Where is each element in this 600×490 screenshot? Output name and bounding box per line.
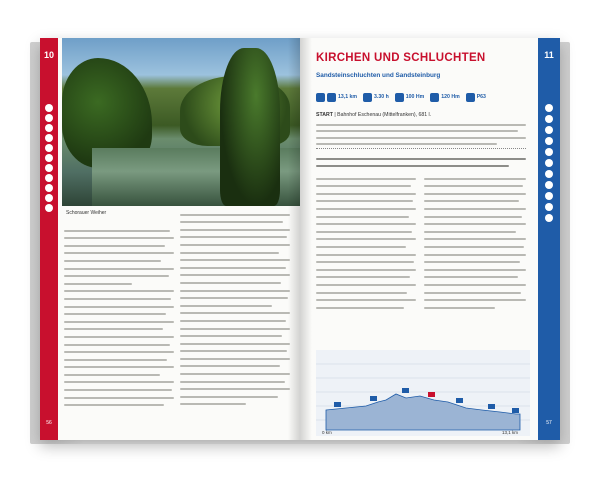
profile-x-end: 13,1 km	[502, 430, 519, 435]
ascent-value: 100 Hm	[405, 94, 425, 100]
restaurant-icon	[45, 144, 53, 152]
elevation-area	[326, 394, 520, 430]
tour-info-row	[316, 90, 526, 104]
church-icon	[45, 184, 53, 192]
profile-x-start: 0 km	[322, 430, 332, 435]
left-text-column-2	[180, 208, 290, 411]
extra-value: P63	[476, 94, 486, 100]
info-icon	[45, 104, 53, 112]
pond-photo	[62, 38, 300, 206]
start-label: START	[316, 112, 333, 118]
waypoint-marker	[456, 398, 463, 403]
waypoint-marker	[334, 402, 341, 407]
church-icon	[545, 192, 553, 200]
castle-icon	[45, 194, 53, 202]
clock-icon	[363, 93, 372, 102]
family-icon	[545, 159, 553, 167]
distance-info	[327, 93, 357, 102]
right-page-number: 11	[544, 50, 554, 60]
page-title: KIRCHEN UND SCHLUCHTEN	[316, 52, 486, 64]
info-icon	[545, 104, 553, 112]
right-text-column-1	[316, 172, 416, 314]
waypoint-marker	[370, 396, 377, 401]
right-sidebar-icons	[538, 104, 560, 225]
left-footer-number: 56	[46, 420, 52, 426]
intro-paragraph	[316, 152, 526, 173]
waypoint-marker	[402, 388, 409, 393]
view-icon	[545, 181, 553, 189]
open-book	[40, 38, 560, 440]
left-page	[40, 38, 300, 440]
left-page-number: 10	[43, 50, 54, 60]
map-icon	[466, 93, 475, 102]
parking-icon	[45, 114, 53, 122]
dog-icon	[545, 170, 553, 178]
photo-caption: Schorauer Weiher	[66, 210, 107, 216]
elevation-profile-chart	[316, 350, 530, 436]
descent-info	[430, 93, 459, 102]
duration-value: 3.30 h	[374, 94, 389, 100]
start-text: Bahnhof Eschenau (Mittelfranken), 681 l.	[337, 112, 432, 118]
waypoint-marker	[428, 392, 435, 397]
difficulty-icon	[316, 93, 325, 102]
swim-icon	[545, 214, 553, 222]
parking-icon	[545, 115, 553, 123]
hiker-icon	[45, 134, 53, 142]
bus-icon	[45, 124, 53, 132]
left-sidebar-icons	[40, 104, 58, 214]
bus-icon	[545, 126, 553, 134]
restaurant-icon	[545, 148, 553, 156]
page-subtitle: Sandsteinschluchten und Sandsteinburg	[316, 72, 441, 79]
castle-icon	[545, 203, 553, 211]
photo-tree-foreground	[220, 48, 280, 206]
right-sidebar	[538, 38, 560, 440]
swim-icon	[45, 204, 53, 212]
descent-icon	[430, 93, 439, 102]
waypoint-marker	[512, 408, 519, 413]
right-footer-number: 57	[546, 420, 552, 426]
distance-icon	[327, 93, 336, 102]
hiker-icon	[545, 137, 553, 145]
extra-info	[466, 93, 486, 102]
left-sidebar	[40, 38, 58, 440]
elevation-profile	[316, 350, 530, 436]
right-page	[300, 38, 560, 440]
section-divider	[316, 148, 526, 149]
view-icon	[45, 174, 53, 182]
ascent-icon	[395, 93, 404, 102]
family-icon	[45, 154, 53, 162]
waypoint-marker	[488, 404, 495, 409]
ascent-info	[395, 93, 424, 102]
left-text-column-1	[64, 224, 174, 412]
descent-value: 120 Hm	[441, 94, 460, 100]
distance-value: 13,1 km	[338, 94, 358, 100]
right-text-column-2	[424, 172, 526, 314]
dog-icon	[45, 164, 53, 172]
start-block: START | Bahnhof Eschenau (Mittelfranken), 681 l.	[316, 112, 526, 150]
duration-info	[363, 93, 389, 102]
